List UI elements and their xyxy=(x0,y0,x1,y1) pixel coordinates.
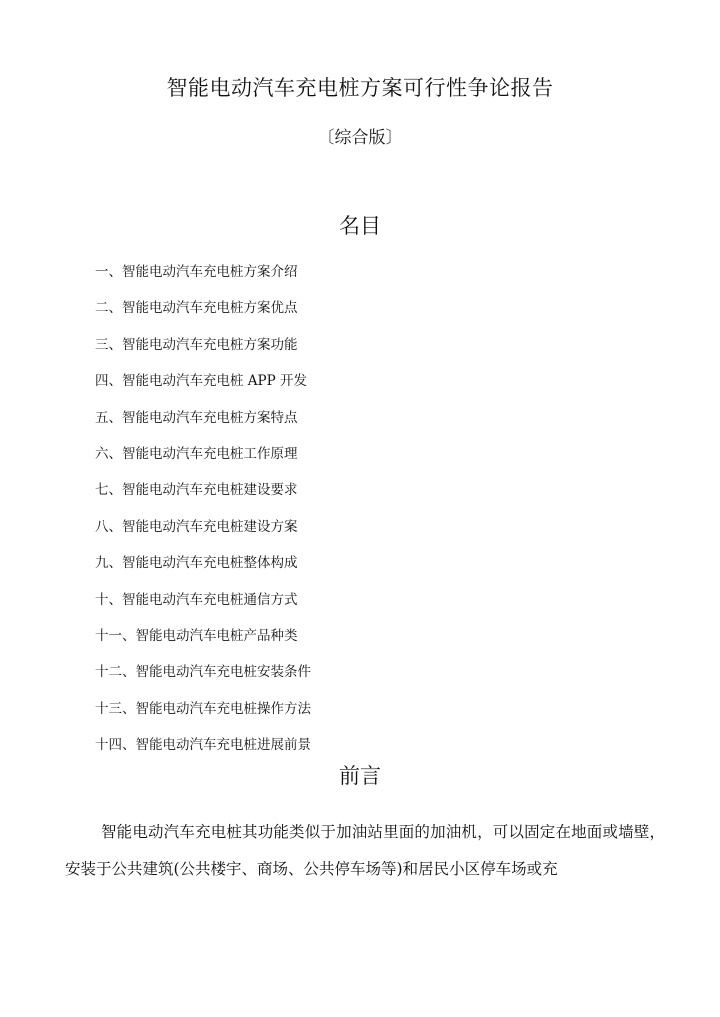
toc-item: 十三、智能电动汽车充电桩操作方法 xyxy=(95,700,311,717)
toc-item: 十二、智能电动汽车充电桩安装条件 xyxy=(95,664,311,681)
toc-item: 十四、智能电动汽车充电桩进展前景 xyxy=(95,737,311,754)
toc-item: 二、智能电动汽车充电桩方案优点 xyxy=(95,300,298,317)
toc-item: 一、智能电动汽车充电桩方案介绍 xyxy=(95,264,298,280)
toc-item: 七、智能电动汽车充电桩建设要求 xyxy=(95,482,298,499)
toc-item: 十、智能电动汽车充电桩通信方式 xyxy=(95,591,298,608)
toc-item: 四、智能电动汽车充电桩 APP 开发 xyxy=(95,373,307,390)
document-title: 智能电动汽车充电桩方案可行性争论报告 xyxy=(166,76,554,100)
table-of-contents xyxy=(95,262,311,771)
toc-item: 十一、智能电动汽车电桩产品种类 xyxy=(95,627,298,644)
preface-paragraph: 智能电动汽车充电桩其功能类似于加油站里面的加油机，可以固定在地面或墙壁，安装于公共建筑(公共楼宇、商场、公共停车场等)和居民小区停车场或充 xyxy=(65,823,665,878)
document-subtitle: 〔综合版〕 xyxy=(317,128,403,148)
toc-item: 五、智能电动汽车充电桩方案特点 xyxy=(95,409,298,426)
toc-item: 六、智能电动汽车充电桩工作原理 xyxy=(95,445,298,462)
toc-heading: 名目 xyxy=(339,214,381,238)
toc-item: 九、智能电动汽车充电桩整体构成 xyxy=(95,555,298,572)
toc-item: 三、智能电动汽车充电桩方案功能 xyxy=(95,336,298,353)
toc-item: 八、智能电动汽车充电桩建设方案 xyxy=(95,518,298,535)
preface-heading: 前言 xyxy=(339,764,381,788)
